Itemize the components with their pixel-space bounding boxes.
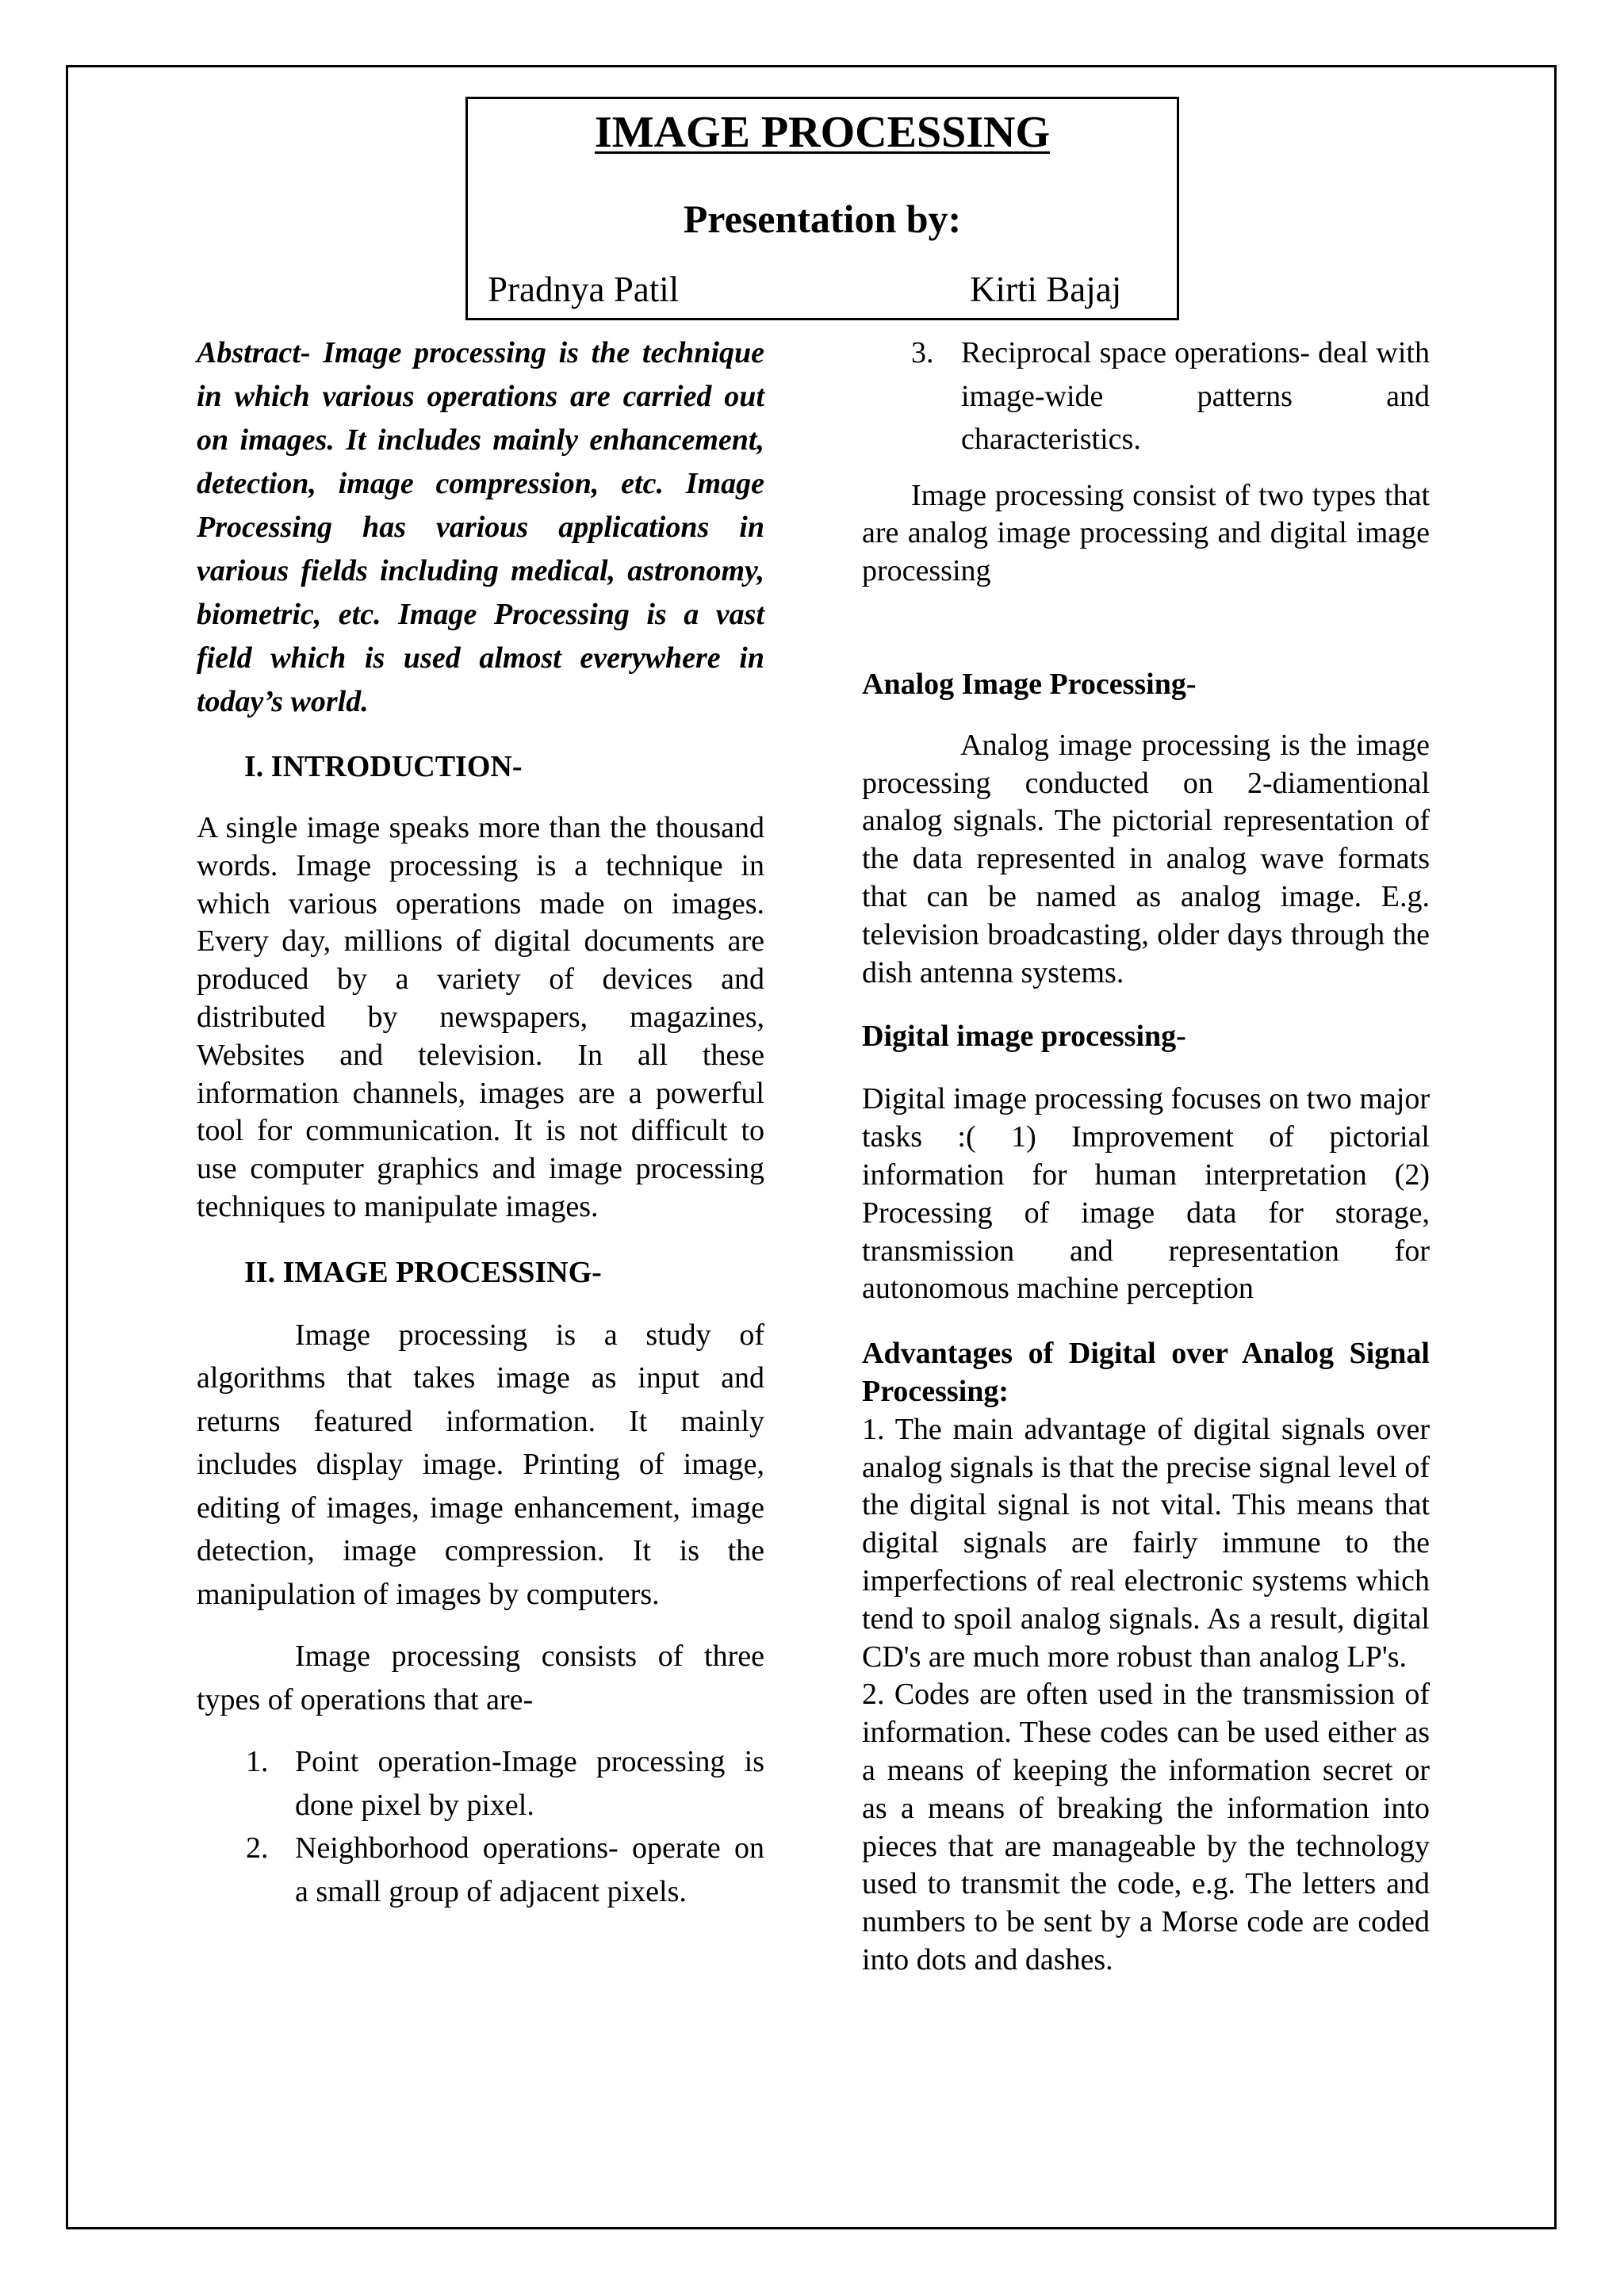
- list-number: 1.: [246, 1745, 269, 1779]
- image-processing-text: Image processing is a study of algorithms that takes image as input and returns featured information. It mainly includes display image. Printing of image, editing of images, image enhancement, image detection, image compression. It is the manipulation of images by computers.: [197, 1318, 764, 1611]
- author-name: Pradnya Patil: [488, 270, 680, 309]
- operations-list-continued: [862, 331, 1430, 461]
- paper-title: IMAGE PROCESSING: [594, 108, 1051, 157]
- operations-list: [197, 1740, 764, 1913]
- list-number: 2.: [246, 1831, 269, 1866]
- section-heading-introduction: I. INTRODUCTION-: [244, 750, 523, 783]
- advantage-1-text: 1. The main advantage of digital signals over analog signals is that the precise signal level of the digital signal is not vital. This means that digital signals are fairly immune to the imperfections of real electronic systems which tend to spoil analog signals. As a result, digital CD's are much more robust than analog LP's.: [862, 1412, 1430, 1674]
- analog-heading: Analog Image Processing-: [862, 667, 1197, 701]
- section-heading-image-processing: II. IMAGE PROCESSING-: [244, 1255, 602, 1289]
- list-text: Point operation-Image processing is done pixel by pixel.: [295, 1745, 764, 1822]
- operations-intro-text: Image processing consists of three types of operations that are-: [197, 1640, 764, 1716]
- introduction-text: A single image speaks more than the thousand words. Image processing is a technique in which various operations made on images. Every day, millions of digital documents are produced by a variety of devices and distributed by newspapers, magazines, Websites and television. In all these information channels, images are a powerful tool for communication. It is not difficult to use computer graphics and image processing techniques to manipulate images.: [197, 811, 764, 1223]
- list-item: [862, 331, 1430, 461]
- presentation-by-label: Presentation by:: [683, 197, 962, 241]
- title-box: [465, 97, 1179, 320]
- list-text: Reciprocal space operations- deal with image-wide patterns and characteristics.: [961, 336, 1430, 456]
- digital-text: Digital image processing focuses on two major tasks :( 1) Improvement of pictorial information for human interpretation (2) Processing of image data for storage, transmission and representation for autonomous machine perception: [862, 1082, 1430, 1306]
- author-name: Kirti Bajaj: [970, 270, 1122, 309]
- right-column: [862, 331, 1430, 1980]
- list-item: [197, 1740, 764, 1827]
- advantages-heading: Advantages of Digital over Analog Signal Processing:: [862, 1337, 1430, 1409]
- list-item: [197, 1827, 764, 1913]
- abstract: Abstract- Image processing is the technique in which various operations are carried out on images. It includes mainly enhancement, detection, image compression, etc. Image Processing has various applications in various fields including medical, astronomy, biometric, etc. Image Processing is a vast field which is used almost everywhere in today’s world.: [197, 336, 764, 718]
- advantage-2-text: 2. Codes are often used in the transmission of information. These codes can be used either as a means of keeping the information secret or as a means of breaking the information into pieces that are manageable by the technology used to transmit the code, e.g. The letters and numbers to be sent by a Morse code are coded into dots and dashes.: [862, 1678, 1430, 1976]
- digital-heading: Digital image processing-: [862, 1020, 1186, 1054]
- analog-text: Analog image processing is the image processing conducted on 2-diamentional analog signals. The pictorial representation of the data represented in analog wave formats that can be named as analog image. E.g. television broadcasting, older days through the dish antenna systems.: [862, 728, 1430, 989]
- left-column: [197, 331, 764, 1913]
- types-text: Image processing consist of two types that are analog image processing and digital image processing: [862, 478, 1430, 588]
- list-number: 3.: [911, 336, 934, 369]
- list-text: Neighborhood operations- operate on a small group of adjacent pixels.: [295, 1831, 764, 1908]
